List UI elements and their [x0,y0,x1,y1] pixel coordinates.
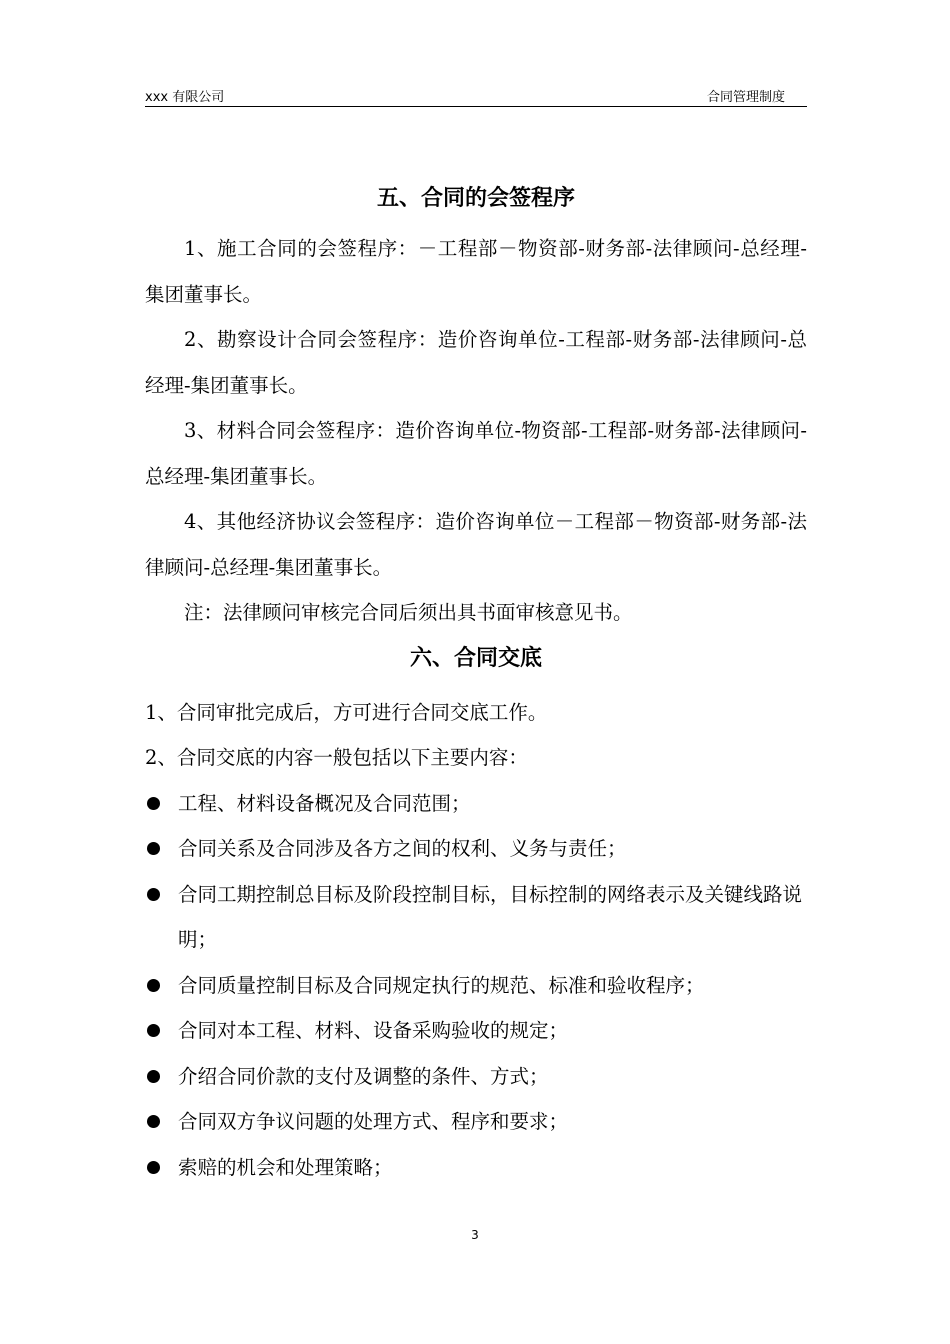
bullet-icon [147,1161,160,1174]
list-item [145,781,807,827]
bullet-icon [147,797,160,810]
bullet-icon [147,842,160,855]
section-6-para-1: 1、合同审批完成后，方可进行合同交底工作。 [145,700,548,724]
list-item-text: 工程、材料设备概况及合同范围； [178,791,471,815]
section-6-para-2: 2、合同交底的内容一般包括以下主要内容： [145,746,528,769]
list-item-text: 合同对本工程、材料、设备采购验收的规定； [178,1019,569,1042]
bullet-icon [147,888,160,901]
list-item [145,826,807,872]
list-item-text: 索赔的机会和处理策略； [178,1155,393,1179]
header-document-title: 合同管理制度 [706,90,785,105]
section-6-title: 六、合同交底 [409,645,542,671]
section-5-item-3: 3、材料合同会签程序：造价咨询单位-物资部-工程部-财务部-法律顾问-总经理-集团董事长。 [145,419,807,488]
section-5-title: 五、合同的会签程序 [376,186,575,211]
section-5-note: 注：法律顾问审核完合同后须出具书面审核意见书。 [184,601,633,624]
section-5-item-1: 1、施工合同的会签程序：－工程部－物资部-财务部-法律顾问-总经理-集团董事长。 [145,237,807,306]
bullet-icon [147,1024,160,1037]
list-item [145,1099,807,1145]
list-item-text: 介绍合同价款的支付及调整的条件、方式； [178,1064,549,1088]
list-item-text: 合同双方争议问题的处理方式、程序和要求； [178,1110,569,1133]
list-item-text: 合同工期控制总目标及阶段控制目标，目标控制的网络表示及关键线路说明； [178,882,803,951]
list-item-text: 合同质量控制目标及合同规定执行的规范、标准和验收程序； [178,973,705,997]
bullet-icon [147,1115,160,1128]
list-item [145,1054,807,1100]
section-5-item-2: 2、勘察设计合同会签程序：造价咨询单位-工程部-财务部-法律顾问-总经理-集团董事长。 [145,328,807,397]
page-number: 3 [471,1228,479,1242]
list-item [145,1145,807,1191]
list-item [145,963,807,1009]
list-item [145,1008,807,1054]
bullet-icon [147,1070,160,1083]
list-item-text: 合同关系及合同涉及各方之间的权利、义务与责任； [178,837,627,860]
page-header [145,84,807,107]
document-body [145,176,807,1190]
bullet-icon [147,979,160,992]
list-item [145,872,807,963]
section-5-item-4: 4、其他经济协议会签程序：造价咨询单位－工程部－物资部-财务部-法律顾问-总经理-集团董事长。 [145,510,807,579]
header-company-name: xxx 有限公司 [145,90,225,105]
section-6-bullet-list [145,781,807,1191]
